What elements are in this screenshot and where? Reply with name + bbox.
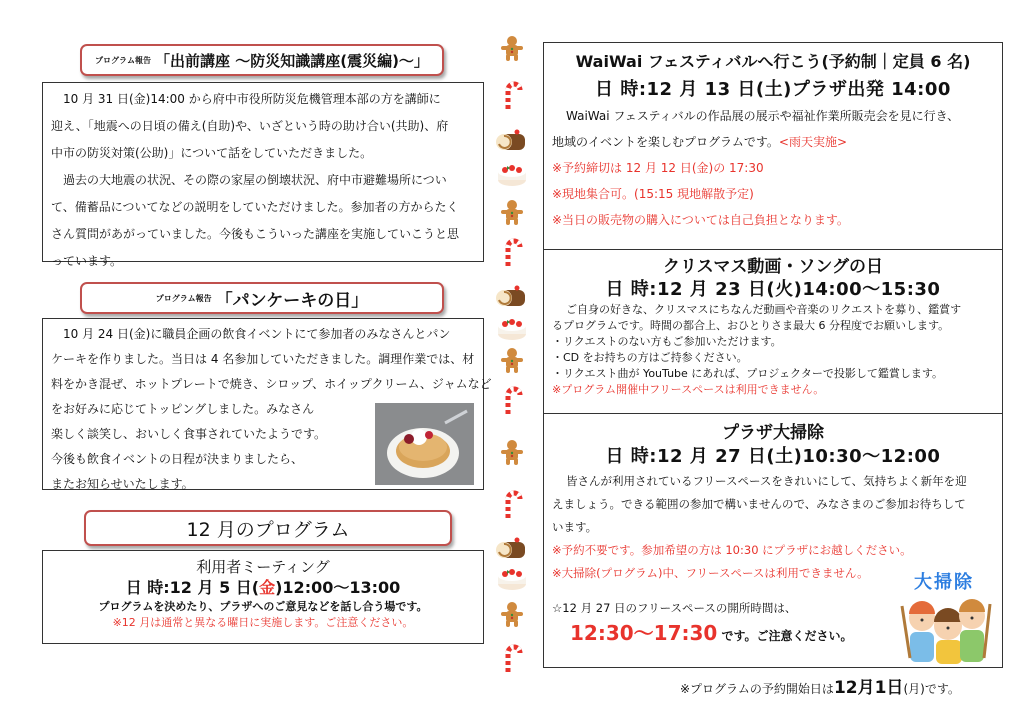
gingerbread-icon — [498, 600, 526, 628]
cleaning-line: えましょう。できる範囲の参加で構いませんので、みなさまのご参加お待ちして — [552, 497, 966, 511]
waiwai-rain: <雨天実施> — [778, 135, 848, 149]
report1-line: て、備蓄品についてなどの説明をしていただけました。参加者の方からたく — [51, 200, 459, 214]
cleaning-hours-suffix: です。ご注意ください。 — [717, 629, 853, 643]
report2-line: ケーキを作りました。当日は 4 名参加していただきました。調理作業では、材 — [51, 352, 475, 366]
report2-box — [42, 318, 492, 491]
report1-line: 迎え、「地震への日頃の備え(自助)や、いざという時の助け合い(共助)、府 — [51, 119, 449, 133]
waiwai-line2 — [544, 129, 1002, 155]
meeting-date-day: 金 — [259, 578, 276, 597]
waiwai-note2: ※現地集合可。(15:15 現地解散予定) — [552, 187, 754, 201]
meeting-note: ※12 月は通常と異なる曜日に実施します。ご注意ください。 — [112, 616, 414, 629]
xmas-line: るプログラムです。時間の都合上、おひとりさま最大 6 分程度でお願いします。 — [552, 319, 950, 332]
xmas-title: クリスマス動画・ソングの日 — [663, 257, 883, 277]
footer-mid: (月) — [903, 682, 925, 696]
cleaning-note1: ※予約不要です。参加希望の方は 10:30 にプラザにお越しください。 — [552, 543, 912, 557]
xmas-note: ※プログラム開催中フリースペースは利用できません。 — [552, 383, 825, 396]
gingerbread-icon — [498, 34, 526, 62]
report1-line: っています。 — [51, 254, 123, 268]
gingerbread-icon — [498, 198, 526, 226]
report2-tag: プログラム報告 — [155, 293, 212, 303]
report2-line: 10 月 24 日(金)に職員企画の飲食イベントにて参加者のみなさんとパン — [63, 327, 451, 341]
report2-line: をお好みに応じてトッピングしました。みなさん — [51, 402, 315, 416]
report1-line: 中市の防災対策(公助)」について話をしていただきました。 — [51, 146, 373, 160]
waiwai-note3: ※当日の販売物の購入については自己負担となります。 — [552, 213, 849, 227]
report2-line: 料をかき混ぜ、ホットプレートで焼き、シロップ、ホイップクリーム、ジャムなど — [51, 377, 492, 391]
xmas-section — [543, 250, 1003, 414]
waiwai-note1: ※予約締切は 12 月 12 日(金)の 17:30 — [552, 161, 764, 175]
december-heading — [84, 510, 452, 546]
report2-title: 「パンケーキの日」 — [215, 290, 369, 311]
report2-line: 楽しく談笑し、おいしく食事されていたようです。 — [51, 427, 327, 441]
xmas-line: ・リクエスト曲が YouTube にあれば、プロジェクターで投影して鑑賞します。 — [552, 367, 943, 380]
pancake-photo — [375, 403, 474, 485]
gingerbread-icon — [498, 438, 526, 466]
meeting-date-pre: 日 時:12 月 5 日( — [125, 578, 260, 597]
candy-cane-icon — [498, 486, 526, 526]
meeting-box — [42, 550, 484, 644]
cleaning-hours-label: ☆12 月 27 日のフリースペースの開所時間は、 — [552, 601, 797, 615]
report1-header — [80, 44, 444, 76]
candy-cane-icon — [498, 382, 526, 422]
roll-cake-icon — [495, 534, 529, 562]
report1-box — [42, 82, 484, 268]
footer-pre: ※プログラムの予約開始日は — [680, 682, 834, 696]
cleaning-line: います。 — [552, 520, 598, 534]
report2-line: またお知らせいたします。 — [51, 477, 194, 491]
christmas-cake-icon — [495, 314, 529, 342]
candy-cane-icon — [498, 234, 526, 274]
candy-cane-icon — [498, 640, 526, 680]
roll-cake-icon — [495, 282, 529, 310]
meeting-title: 利用者ミーティング — [196, 558, 330, 576]
meeting-date-post: )12:00～13:00 — [275, 578, 401, 597]
xmas-line: ご自身の好きな、クリスマスにちなんだ動画や音楽のリクエストを募り、鑑賞す — [566, 303, 962, 316]
report1-line: 10 月 31 日(金)14:00 から府中市役所防災危機管理本部の方を講師に — [63, 92, 441, 106]
cleaning-section — [543, 414, 1003, 668]
meeting-desc: プログラムを決めたり、プラザへのご意見などを話し合う場です。 — [98, 600, 428, 613]
report1-tag: プログラム報告 — [95, 55, 151, 65]
cleaning-line: 皆さんが利用されているフリースペースをきれいにして、気持ちよく新年を迎 — [566, 474, 967, 488]
footer-date: 12月1日 — [833, 678, 904, 698]
report2-line: 今後も飲食イベントの日程が決まりましたら、 — [51, 452, 304, 466]
cleaning-hours-time: 12:30～17:30 — [570, 621, 718, 645]
waiwai-title: WaiWai フェスティバルへ行こう(予約制｜定員 6 名) — [575, 52, 971, 71]
xmas-line: ・リクエストのない方もご参加いただけます。 — [552, 335, 782, 348]
xmas-date: 日 時:12 月 23 日(火)14:00～15:30 — [605, 279, 941, 300]
cleaning-date: 日 時:12 月 27 日(土)10:30～12:00 — [605, 446, 941, 467]
cleaning-note2: ※大掃除(プログラム)中、フリースペースは利用できません。 — [552, 566, 869, 580]
footer-note — [680, 676, 960, 700]
report2-header — [80, 282, 444, 314]
cleaning-badge: 大掃除 — [914, 572, 974, 593]
report1-line: さん質問があがっていました。今後もこういった講座を実施していこうと思 — [51, 227, 460, 241]
cleaning-illustration — [896, 566, 996, 664]
roll-cake-icon — [495, 126, 529, 154]
cleaning-title: プラザ大掃除 — [722, 423, 824, 443]
december-heading-text: 12 月のプログラム — [186, 518, 350, 541]
report1-line: 過去の大地震の状況、その際の家屋の倒壊状況、府中市避難場所につい — [63, 173, 447, 187]
meeting-date — [43, 577, 483, 599]
candy-cane-icon — [498, 80, 526, 114]
xmas-line: ・CD をお持ちの方はご持参ください。 — [552, 351, 748, 364]
waiwai-line1: WaiWai フェスティバルの作品展の展示や福祉作業所販売会を見に行き、 — [566, 109, 960, 123]
waiwai-line2-text: 地域のイベントを楽しむプログラムです。 — [552, 135, 779, 149]
waiwai-section — [543, 42, 1003, 250]
report1-title: 「出前講座 ～防災知識講座(震災編)～」 — [154, 51, 429, 70]
christmas-cake-icon — [495, 564, 529, 592]
christmas-cake-icon — [495, 160, 529, 188]
footer-post: です。 — [924, 682, 960, 696]
gingerbread-icon — [498, 346, 526, 374]
waiwai-date: 日 時:12 月 13 日(土)プラザ出発 14:00 — [595, 79, 951, 100]
decoration-column — [490, 34, 534, 684]
